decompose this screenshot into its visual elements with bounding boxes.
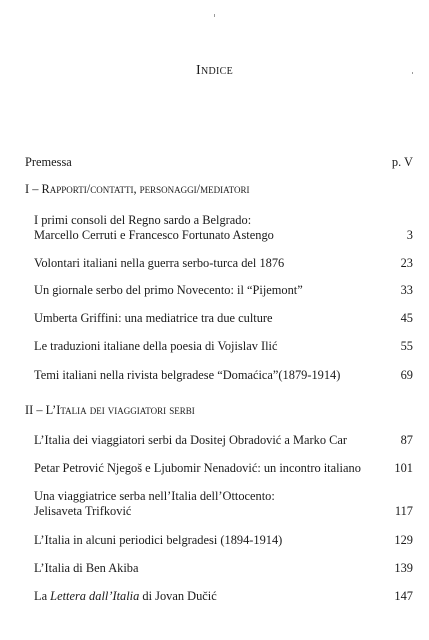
toc-entry[interactable] — [34, 533, 413, 548]
toc-entry-label: L’Italia in alcuni periodici belgradesi (1894-1914) — [34, 533, 283, 547]
toc-entry-label: Temi italiani nella rivista belgradese “Domaćica”(1879-1914) — [34, 368, 341, 382]
toc-page-number: 87 — [400, 433, 413, 447]
scan-speck — [214, 14, 215, 17]
toc-page-number: p. V — [391, 155, 413, 169]
toc-entry-label: Un giornale serbo del primo Novecento: il “Pijemont” — [34, 283, 303, 297]
toc-page-number: 69 — [400, 368, 413, 382]
toc-entry[interactable] — [34, 589, 413, 604]
toc-page-number: 147 — [394, 589, 413, 603]
toc-entry-label: Premessa — [25, 155, 72, 169]
toc-page-number: 23 — [400, 256, 413, 270]
toc-entry-label: L’Italia di Ben Akiba — [34, 561, 139, 575]
toc-page-number: 3 — [406, 228, 413, 242]
toc-entry-premessa[interactable] — [25, 155, 413, 170]
toc-entry[interactable] — [34, 256, 413, 271]
toc-page-number: 55 — [400, 339, 413, 353]
toc-entry-label: L’Italia dei viaggiatori serbi da Dositej Obradović a Marko Car — [34, 433, 347, 447]
toc-entry[interactable] — [34, 489, 413, 519]
toc-entry[interactable] — [34, 433, 413, 448]
toc-entry[interactable] — [34, 461, 413, 476]
toc-entry[interactable] — [34, 368, 413, 383]
toc-entry-label: Petar Petrović Njegoš e Ljubomir Nenadović: un incontro italiano — [34, 461, 361, 475]
toc-entry-label: Una viaggiatrice serba nell’Italia dell’Ottocento: Jelisaveta Trifković — [34, 489, 275, 518]
section-heading-2: II – L’Italia dei viaggiatori serbi — [25, 403, 195, 417]
toc-entry-label: I primi consoli del Regno sardo a Belgrado: Marcello Cerruti e Francesco Fortunato Astengo — [34, 213, 274, 242]
toc-entry-label: Le traduzioni italiane della poesia di Vojislav Ilić — [34, 339, 278, 353]
toc-entry[interactable] — [34, 283, 413, 298]
toc-page-number: 139 — [394, 561, 413, 575]
toc-entry[interactable] — [34, 561, 413, 576]
toc-page-number: 45 — [400, 311, 413, 325]
toc-entry-label: Umberta Griffini: una mediatrice tra due culture — [34, 311, 273, 325]
toc-page-number: 117 — [394, 504, 413, 518]
toc-page-number: 33 — [400, 283, 413, 297]
toc-entry-label: La Lettera dall’Italia di Jovan Dučić — [34, 589, 217, 603]
toc-entry[interactable] — [34, 311, 413, 326]
toc-entry[interactable] — [34, 339, 413, 354]
toc-entry[interactable] — [34, 213, 413, 243]
toc-page-number: 101 — [394, 461, 413, 475]
toc-entry-label: Volontari italiani nella guerra serbo-turca del 1876 — [34, 256, 285, 270]
section-heading-1: I – Rapporti/contatti, personaggi/mediatori — [25, 182, 250, 196]
toc-page-number: 129 — [394, 533, 413, 547]
page-title: Indice — [195, 63, 233, 78]
